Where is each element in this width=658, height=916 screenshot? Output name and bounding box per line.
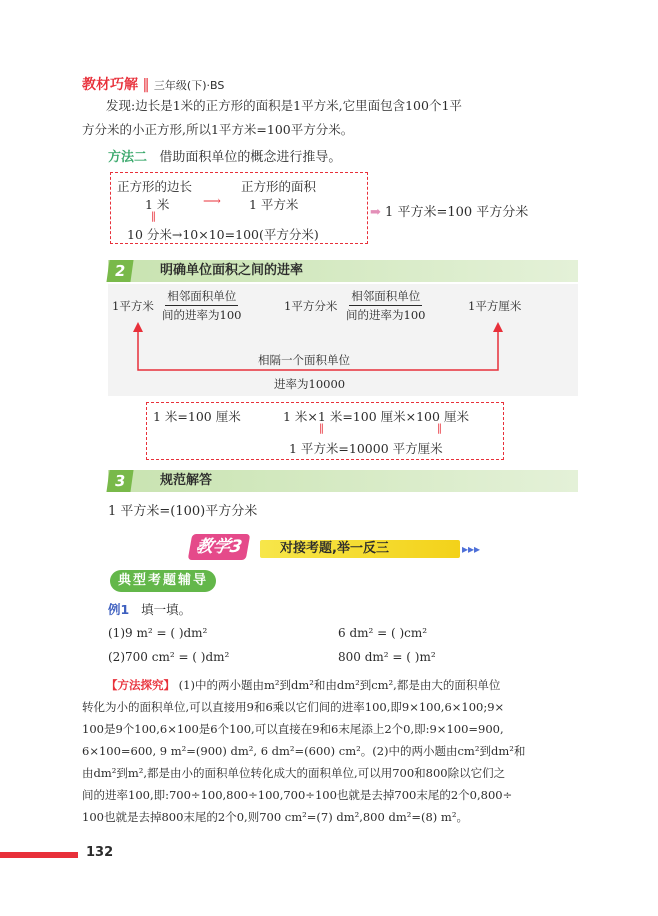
method2-box — [110, 172, 368, 244]
explore-line-1 — [82, 674, 586, 696]
section3-answer: 1 平方米=(100)平方分米 — [108, 504, 258, 519]
rate-fraction-2-top: 相邻面积单位 — [349, 288, 422, 306]
arrow-icon: ⟶ — [203, 193, 221, 208]
example-label: 例1 — [108, 602, 130, 617]
banner-badge: 教学3 — [188, 534, 250, 560]
banner-chevrons-icon: ▸▸▸ — [462, 542, 481, 556]
banner-text: 对接考题,举一反三 — [280, 541, 389, 556]
example-heading — [108, 600, 191, 618]
span-label: 相隔一个面积单位 — [258, 353, 350, 367]
proof-double-bar-1: ‖ — [319, 423, 324, 434]
book-title: 教材巧解 — [82, 77, 138, 93]
section3-title: 规范解答 — [160, 473, 213, 488]
value-left: 1 米 — [145, 197, 170, 212]
method2-heading — [108, 146, 341, 165]
rate-fraction-1-top: 相邻面积单位 — [165, 288, 238, 306]
explore-paragraph — [82, 674, 586, 828]
square-meter-proof-box — [146, 402, 504, 460]
explore-label: 【方法探究】 — [106, 678, 175, 692]
explore-line-6: 间的进率100,即:700÷100,800÷100,700÷100也就是去掉700末尾的2个0,800÷ — [82, 788, 513, 802]
running-header: 教材巧解 ‖ 三年级(下)·BS — [82, 77, 225, 93]
result-arrow-icon: ➡ — [370, 205, 381, 220]
book-subtitle: 三年级(下)·BS — [153, 79, 225, 92]
rate-fraction-2-bottom: 间的进率为100 — [346, 308, 426, 322]
unit-square-centimeter: 1平方厘米 — [468, 299, 522, 313]
intro-line-2: 方分米的小正方形,所以1平方米=100平方分米。 — [82, 122, 354, 137]
explore-line-2: 转化为小的面积单位,可以直接用9和6乘以它们间的进率100,即9×100,6×100;9× — [82, 700, 505, 714]
method2-label: 方法二 — [108, 150, 148, 165]
question-2a: (2)700 cm² = ( )dm² — [108, 650, 230, 664]
intro-paragraph — [82, 94, 582, 142]
double-bar-icon: ‖ — [151, 211, 156, 222]
intro-line-1: 发现:边长是1米的正方形的面积是1平方米,它里面包含100个1平 — [106, 98, 462, 113]
method2-desc: 借助面积单位的概念进行推导。 — [159, 150, 342, 165]
rate-fraction-1-bottom: 间的进率为100 — [162, 308, 242, 322]
value-right: 1 平方米 — [249, 197, 299, 212]
footer-bar — [0, 852, 78, 858]
proof-double-bar-2: ‖ — [437, 423, 442, 434]
section3-number: 3 — [106, 470, 133, 492]
head-left: 正方形的边长 — [117, 179, 193, 194]
typical-label: 典型考题辅导 — [110, 570, 216, 592]
conversion-diagram — [108, 284, 578, 396]
question-1b: 6 dm² = ( )cm² — [338, 626, 428, 640]
section2-number: 2 — [106, 260, 133, 282]
bottom-formula: 10 分米→10×10=100(平方分米) — [127, 227, 319, 242]
result-line — [370, 201, 528, 220]
span-rate: 进率为10000 — [274, 377, 346, 391]
head-right: 正方形的面积 — [241, 179, 317, 194]
proof-line-2: 1 平方米=10000 平方厘米 — [289, 441, 443, 456]
unit-square-meter: 1平方米 — [112, 299, 154, 313]
explore-text-1: (1)中的两小题由m²到dm²和由dm²到cm²,都是由大的面积单位 — [178, 678, 501, 692]
explore-line-7: 100也就是去掉800末尾的2个0,则700 cm²=(7) dm²,800 dm²=(8) m²。 — [82, 810, 468, 824]
proof-line-1b: 1 米×1 米=100 厘米×100 厘米 — [283, 409, 469, 424]
question-2b: 800 dm² = ( )m² — [338, 650, 436, 664]
section2-title: 明确单位面积之间的进率 — [160, 263, 304, 278]
unit-square-decimeter: 1平方分米 — [284, 299, 338, 313]
example-prompt: 填一填。 — [141, 602, 192, 617]
teaching-banner — [190, 534, 480, 560]
result-text: 1 平方米=100 平方分米 — [385, 205, 529, 220]
proof-line-1a: 1 米=100 厘米 — [153, 409, 241, 424]
explore-line-4: 6×100=600, 9 m²=(900) dm², 6 dm²=(600) cm²。(2)中的两小题由cm²到dm²和 — [82, 744, 526, 758]
explore-line-3: 100是9个100,6×100是6个100,可以直接在9和6末尾添上2个0,即:9×100=900, — [82, 722, 504, 736]
explore-line-5: 由dm²到m²,都是由小的面积单位转化成大的面积单位,可以用700和800除以它们之 — [82, 766, 506, 780]
page-number: 132 — [86, 845, 114, 860]
question-1a: (1)9 m² = ( )dm² — [108, 626, 208, 640]
